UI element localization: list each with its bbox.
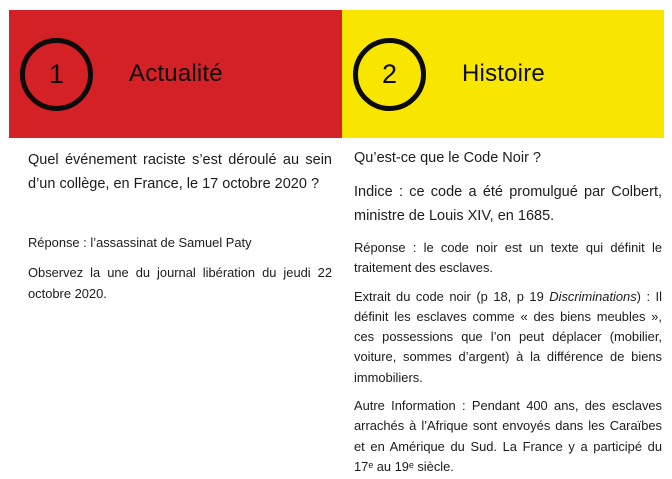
card1-instruction: Observez la une du journal libération du jeudi 22 octobre 2020.	[28, 265, 332, 301]
card2-number-badge	[353, 38, 426, 111]
card1-question: Quel événement raciste s’est déroulé au sein d’un collège, en France, le 17 octobre 2020 ?	[28, 152, 332, 192]
card1-number: 1	[48, 58, 65, 89]
card1-number-badge	[20, 38, 93, 111]
card2-title: Histoire	[462, 60, 545, 87]
card2-extract	[354, 287, 662, 388]
card2-extract-text: Extrait du code noir (p 18, p 19	[354, 288, 550, 304]
card2-extract-source-title: Discriminations	[549, 288, 637, 304]
card2-question: Qu’est-ce que le Code Noir ?	[354, 150, 541, 166]
card2-body	[354, 146, 662, 479]
card1-header	[9, 10, 342, 138]
card2-hint: Indice : ce code a été promulgué par Colbert, ministre de Louis XIV, en 1685.	[354, 184, 662, 224]
card2-extract-text-cont: ) : Il définit les esclaves comme « des biens meubles », ces possessions que l’on peut déplacer (mobilier, voiture, sommes d’argent) à la différence de biens immobiliers.	[354, 288, 663, 385]
card2-additional-info: Autre Information : Pendant 400 ans, des esclaves arrachés à l’Afrique sont envoyés dans les Caraïbes et en Amérique du Sud. La France y a participé du 17ᵉ au 19ᵉ siècle.	[354, 398, 662, 474]
card2-number: 2	[381, 58, 398, 89]
card1-answer: Réponse : l’assassinat de Samuel Paty	[28, 235, 252, 250]
card2-header	[342, 10, 664, 138]
card1-title: Actualité	[129, 60, 223, 87]
card1-body	[28, 148, 332, 313]
card2-answer: Réponse : le code noir est un texte qui définit le traitement des esclaves.	[354, 240, 662, 276]
